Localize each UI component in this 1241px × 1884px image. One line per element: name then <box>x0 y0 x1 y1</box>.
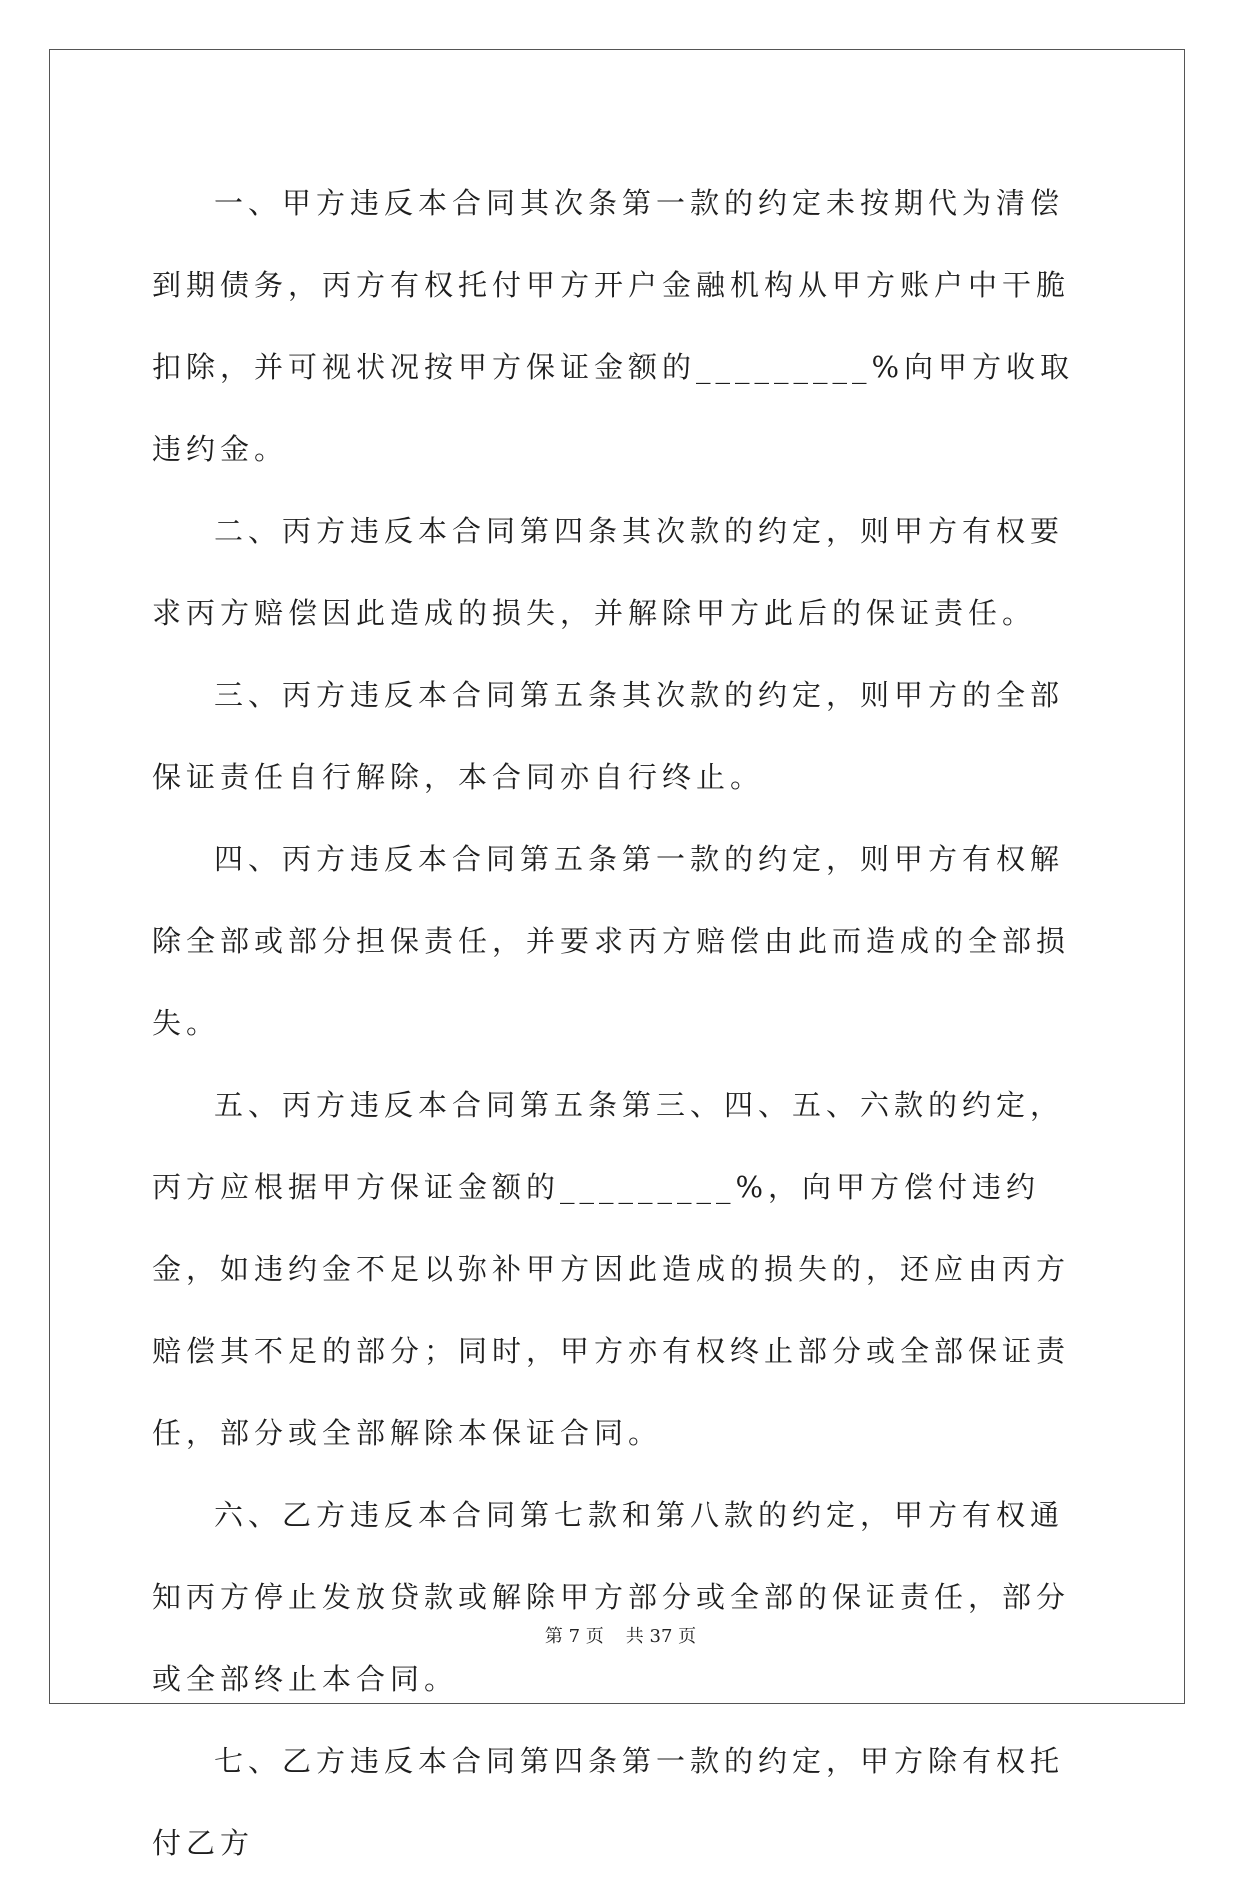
paragraph-clause-4: 四、丙方违反本合同第五条第一款的约定，则甲方有权解除全部或部分担保责任，并要求丙方赔偿由此而造成的全部损失。 <box>152 842 1071 1040</box>
paragraph-clause-5: 五、丙方违反本合同第五条第三、四、五、六款的约定，丙方应根据甲方保证金额的_________%，向甲方偿付违约金，如违约金不足以弥补甲方因此造成的损失的，还应由丙方赔偿其不足的部分；同时，甲方亦有权终止部分或全部保证责任，部分或全部解除本保证合同。 <box>152 1088 1071 1450</box>
page-footer <box>0 1622 1241 1648</box>
paragraph-clause-2: 二、丙方违反本合同第四条其次款的约定，则甲方有权要求丙方赔偿因此造成的损失，并解除甲方此后的保证责任。 <box>152 514 1065 630</box>
paragraph-clause-7: 七、乙方违反本合同第四条第一款的约定，甲方除有权托付乙方 <box>152 1744 1065 1860</box>
paragraph-clause-1: 一、甲方违反本合同其次条第一款的约定未按期代为清偿到期债务，丙方有权托付甲方开户金融机构从甲方账户中干脆扣除，并可视状况按甲方保证金额的_________%向甲方收取违约金。 <box>152 186 1075 466</box>
page-total: 共 37 页 <box>625 1626 697 1647</box>
paragraph-clause-3: 三、丙方违反本合同第五条其次款的约定，则甲方的全部保证责任自行解除，本合同亦自行终止。 <box>152 678 1065 794</box>
paragraph-clause-6: 六、乙方违反本合同第七款和第八款的约定，甲方有权通知丙方停止发放贷款或解除甲方部分或全部的保证责任，部分或全部终止本合同。 <box>152 1498 1071 1696</box>
page-number: 第 7 页 <box>544 1626 604 1647</box>
